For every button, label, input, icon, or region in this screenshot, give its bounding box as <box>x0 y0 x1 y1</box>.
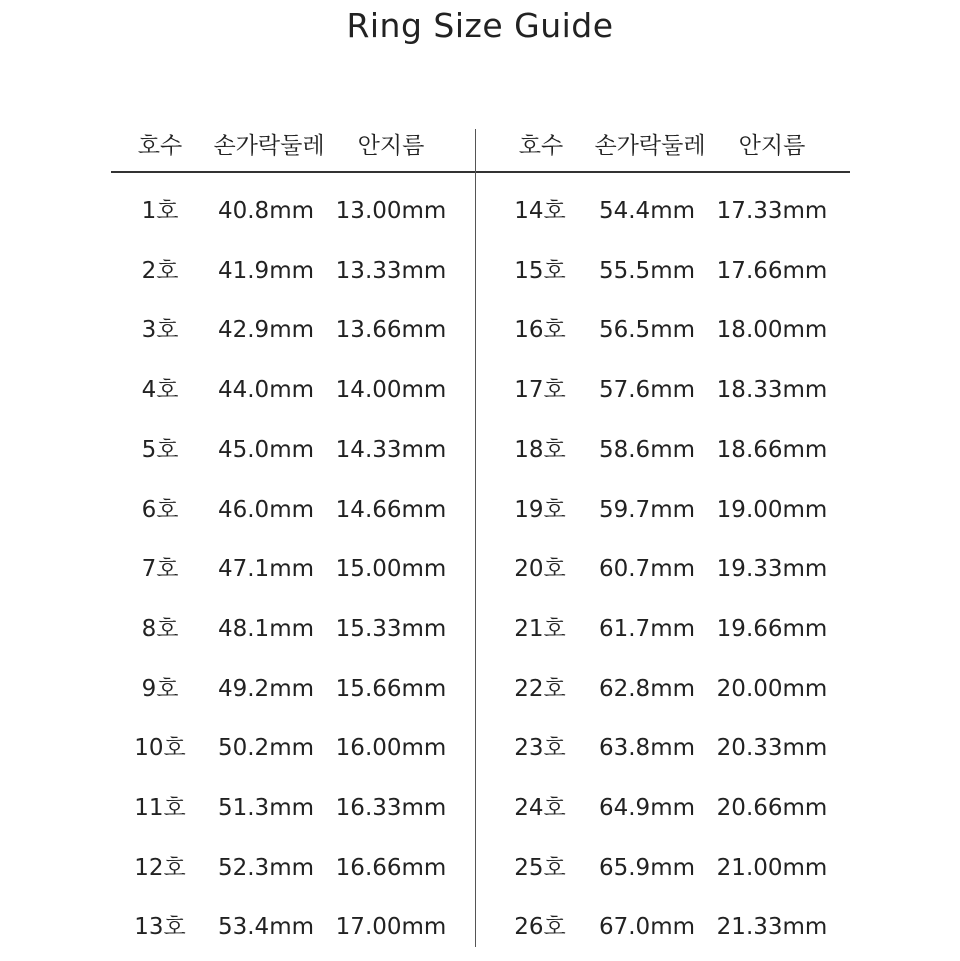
header-diameter-right: 안지름 <box>738 133 806 159</box>
cell-right-size: 23호 <box>514 735 566 761</box>
cell-right-diameter: 17.33mm <box>716 198 828 224</box>
header-circumference-right: 손가락둘레 <box>594 133 706 159</box>
cell-right-circumference: 59.7mm <box>598 497 696 523</box>
cell-left-size: 11호 <box>134 795 186 821</box>
cell-right-circumference: 61.7mm <box>598 616 696 642</box>
cell-left-size: 2호 <box>141 258 179 284</box>
cell-right-diameter: 20.00mm <box>716 676 828 702</box>
cell-right-diameter: 21.00mm <box>716 855 828 881</box>
cell-right-diameter: 18.00mm <box>716 317 828 343</box>
column-divider <box>475 129 476 947</box>
cell-left-size: 7호 <box>141 556 179 582</box>
cell-left-circumference: 42.9mm <box>217 317 315 343</box>
cell-left-circumference: 44.0mm <box>217 377 315 403</box>
cell-left-size: 4호 <box>141 377 179 403</box>
cell-left-size: 1호 <box>141 198 179 224</box>
cell-right-circumference: 65.9mm <box>598 855 696 881</box>
cell-right-diameter: 17.66mm <box>716 258 828 284</box>
cell-left-diameter: 15.33mm <box>335 616 447 642</box>
cell-left-circumference: 50.2mm <box>217 735 315 761</box>
cell-right-diameter: 19.33mm <box>716 556 828 582</box>
cell-left-size: 12호 <box>134 855 186 881</box>
cell-right-size: 18호 <box>514 437 566 463</box>
cell-left-circumference: 49.2mm <box>217 676 315 702</box>
page-title: Ring Size Guide <box>346 6 614 45</box>
cell-left-circumference: 40.8mm <box>217 198 315 224</box>
cell-right-circumference: 62.8mm <box>598 676 696 702</box>
cell-right-circumference: 64.9mm <box>598 795 696 821</box>
cell-left-diameter: 16.66mm <box>335 855 447 881</box>
cell-left-diameter: 13.00mm <box>335 198 447 224</box>
cell-left-size: 3호 <box>141 317 179 343</box>
cell-right-diameter: 18.33mm <box>716 377 828 403</box>
cell-left-circumference: 52.3mm <box>217 855 315 881</box>
cell-left-diameter: 15.00mm <box>335 556 447 582</box>
cell-left-diameter: 13.66mm <box>335 317 447 343</box>
cell-left-size: 6호 <box>141 497 179 523</box>
cell-left-circumference: 47.1mm <box>217 556 315 582</box>
cell-right-size: 20호 <box>514 556 566 582</box>
cell-right-size: 17호 <box>514 377 566 403</box>
cell-left-size: 8호 <box>141 616 179 642</box>
cell-right-circumference: 58.6mm <box>598 437 696 463</box>
cell-right-circumference: 57.6mm <box>598 377 696 403</box>
cell-right-size: 24호 <box>514 795 566 821</box>
cell-right-circumference: 60.7mm <box>598 556 696 582</box>
cell-right-size: 21호 <box>514 616 566 642</box>
cell-right-size: 22호 <box>514 676 566 702</box>
cell-right-diameter: 20.33mm <box>716 735 828 761</box>
cell-right-circumference: 67.0mm <box>598 914 696 940</box>
cell-left-diameter: 14.66mm <box>335 497 447 523</box>
header-diameter-left: 안지름 <box>357 133 425 159</box>
cell-left-size: 10호 <box>134 735 186 761</box>
cell-right-size: 26호 <box>514 914 566 940</box>
cell-left-circumference: 46.0mm <box>217 497 315 523</box>
cell-right-diameter: 19.66mm <box>716 616 828 642</box>
cell-left-circumference: 53.4mm <box>217 914 315 940</box>
cell-left-circumference: 45.0mm <box>217 437 315 463</box>
header-rule <box>111 171 850 173</box>
cell-right-size: 16호 <box>514 317 566 343</box>
cell-right-diameter: 19.00mm <box>716 497 828 523</box>
cell-left-diameter: 15.66mm <box>335 676 447 702</box>
cell-right-circumference: 54.4mm <box>598 198 696 224</box>
cell-right-diameter: 21.33mm <box>716 914 828 940</box>
header-size-right: 호수 <box>518 133 564 159</box>
cell-left-size: 13호 <box>134 914 186 940</box>
cell-left-circumference: 48.1mm <box>217 616 315 642</box>
cell-right-circumference: 55.5mm <box>598 258 696 284</box>
cell-right-size: 14호 <box>514 198 566 224</box>
cell-left-size: 9호 <box>141 676 179 702</box>
cell-right-circumference: 63.8mm <box>598 735 696 761</box>
cell-right-size: 15호 <box>514 258 566 284</box>
cell-right-diameter: 18.66mm <box>716 437 828 463</box>
cell-right-size: 25호 <box>514 855 566 881</box>
cell-left-diameter: 14.00mm <box>335 377 447 403</box>
cell-right-diameter: 20.66mm <box>716 795 828 821</box>
cell-left-diameter: 14.33mm <box>335 437 447 463</box>
cell-left-diameter: 16.00mm <box>335 735 447 761</box>
cell-left-diameter: 13.33mm <box>335 258 447 284</box>
cell-left-circumference: 41.9mm <box>217 258 315 284</box>
header-size-left: 호수 <box>137 133 183 159</box>
cell-left-diameter: 17.00mm <box>335 914 447 940</box>
cell-left-size: 5호 <box>141 437 179 463</box>
cell-left-circumference: 51.3mm <box>217 795 315 821</box>
cell-left-diameter: 16.33mm <box>335 795 447 821</box>
cell-right-size: 19호 <box>514 497 566 523</box>
cell-right-circumference: 56.5mm <box>598 317 696 343</box>
header-circumference-left: 손가락둘레 <box>213 133 325 159</box>
